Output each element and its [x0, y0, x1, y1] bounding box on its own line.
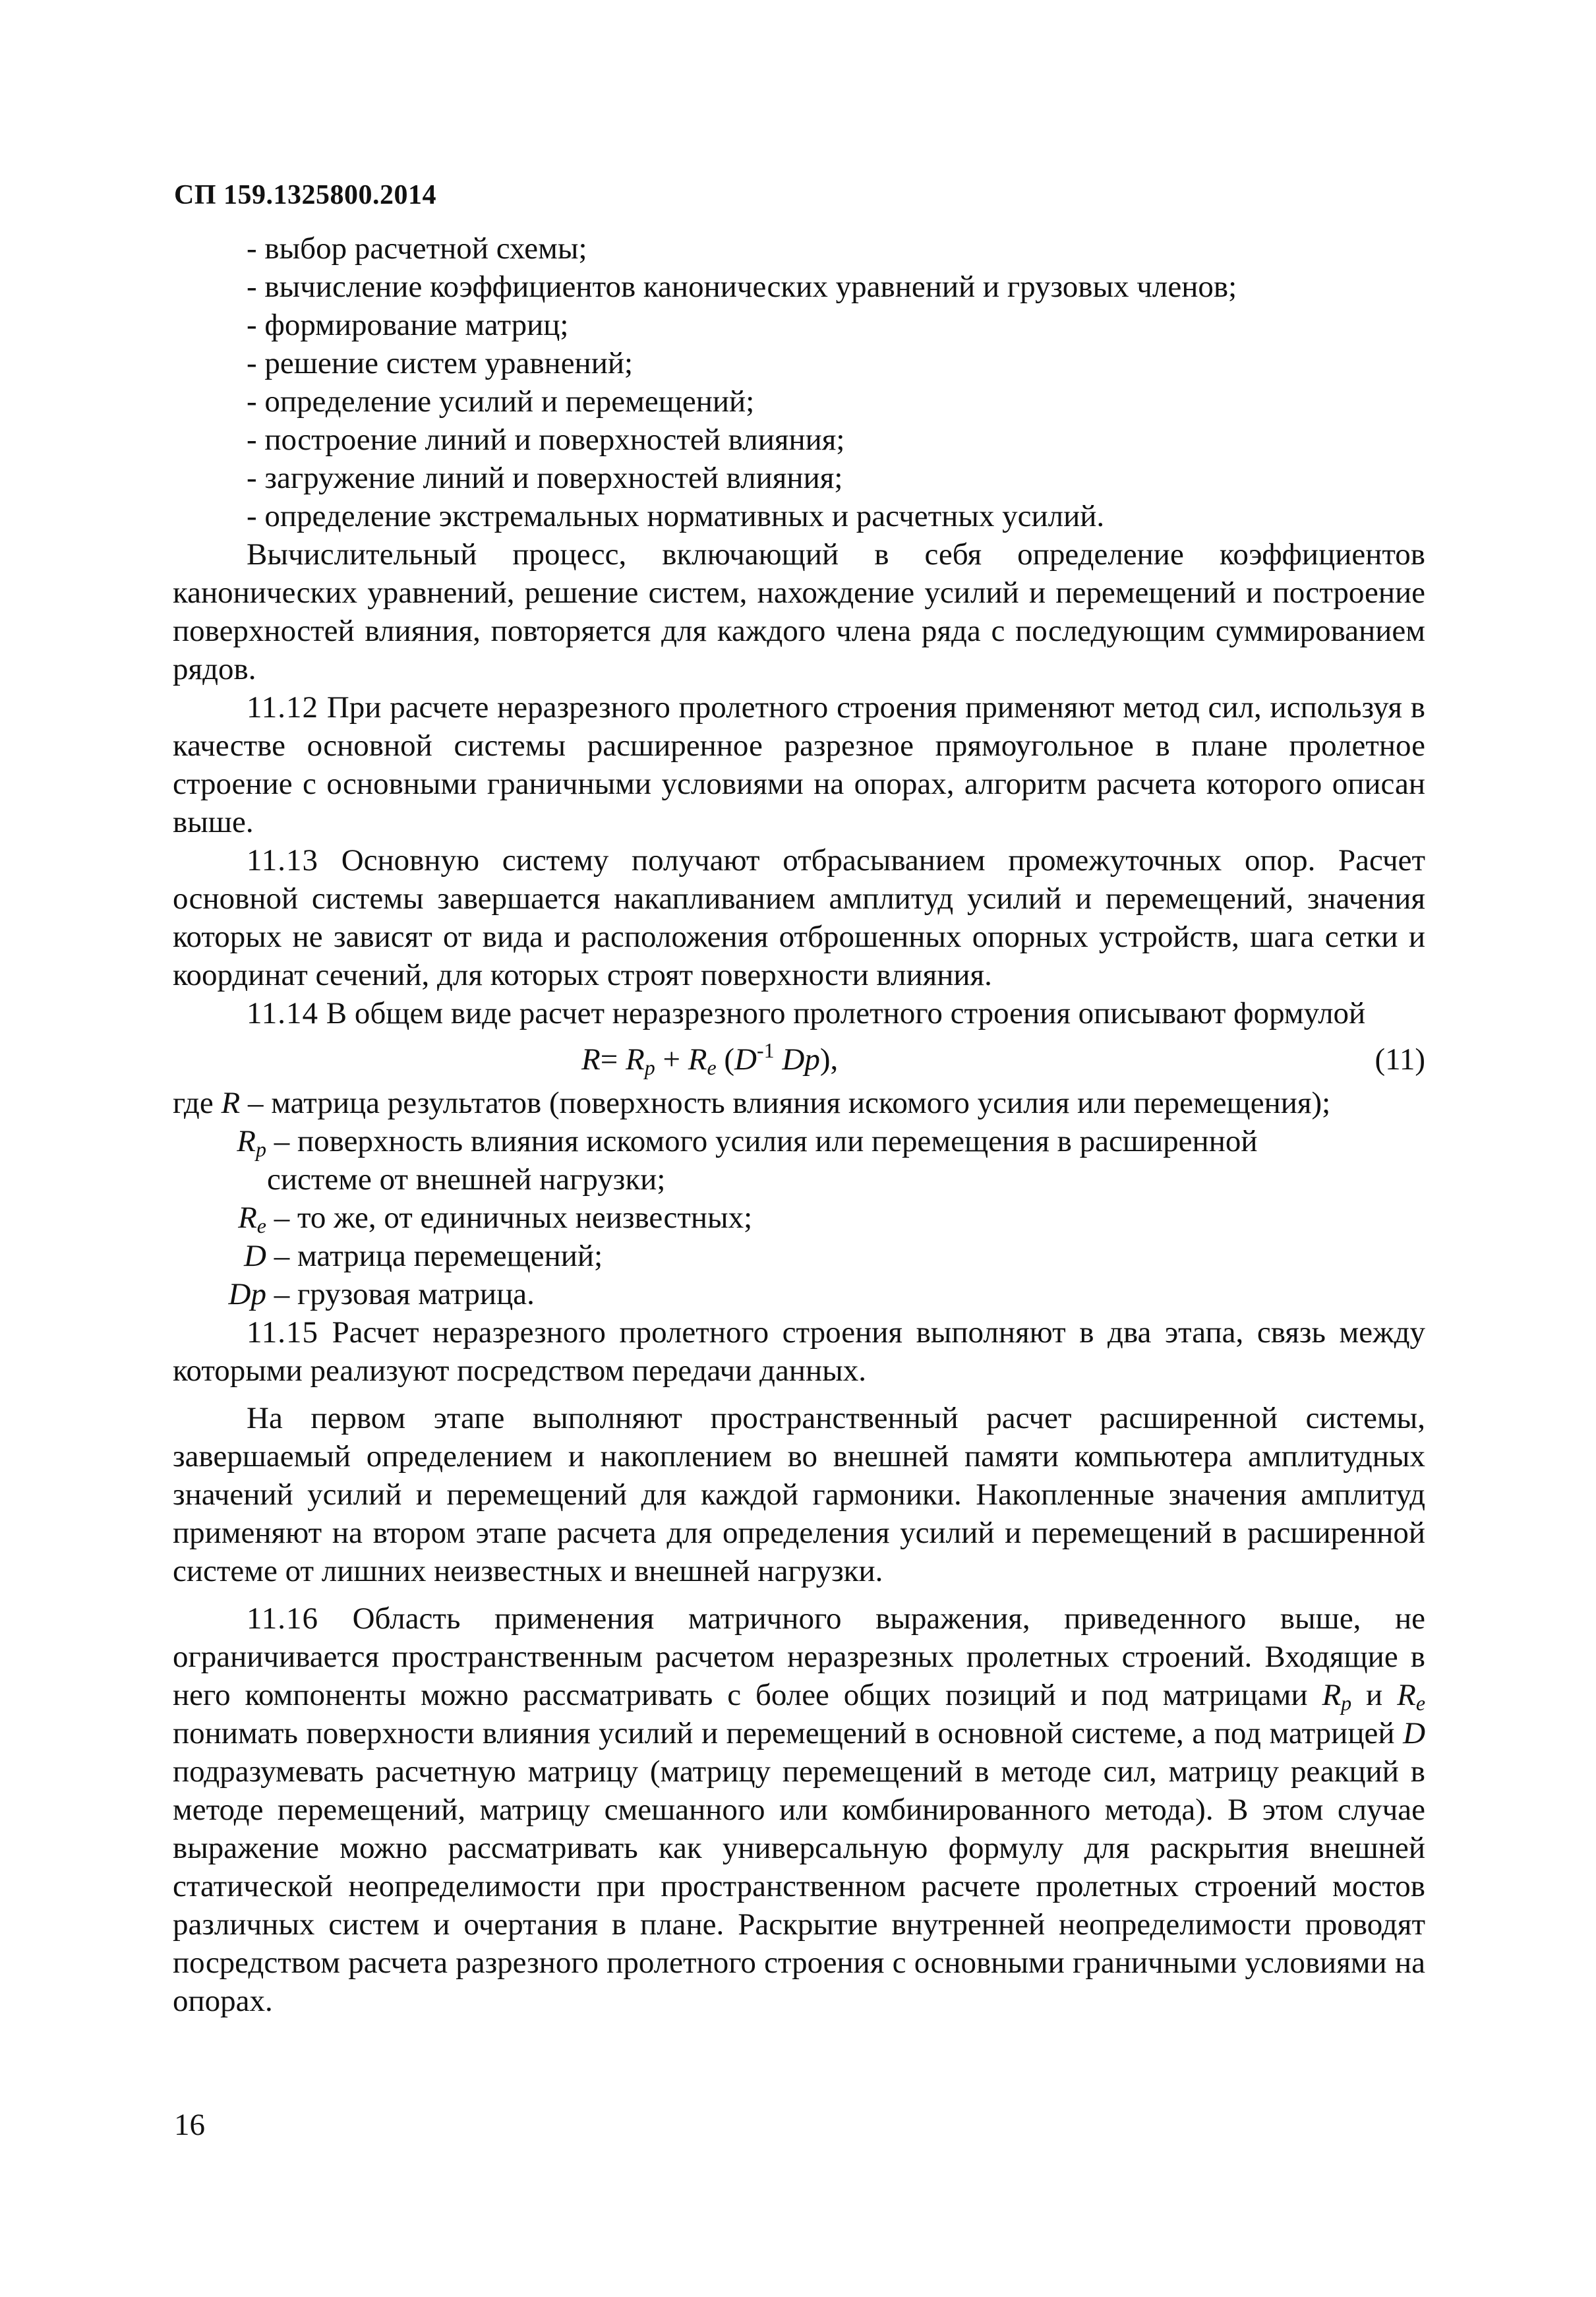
- clause-text-and: и: [1366, 1678, 1383, 1712]
- def-Re-text: то же, от единичных неизвестных;: [297, 1201, 753, 1235]
- list-item: - выбор расчетной схемы;: [247, 231, 587, 266]
- def-Dp-text: грузовая матрица.: [297, 1277, 535, 1311]
- list-item: - решение систем уравнений;: [247, 346, 634, 380]
- clause-text: В общем виде расчет неразрезного пролетного строения описывают формулой: [326, 996, 1366, 1030]
- def-D: D – матрица перемещений;: [244, 1239, 603, 1273]
- clause-number: 11.14: [247, 996, 319, 1030]
- def-Re: $R_e$ – то же, от единичных неизвестных;: [238, 1201, 753, 1238]
- symbol-definitions: [173, 1122, 1425, 1313]
- list-item: - определение экстремальных нормативных и расчетных усилий.: [247, 499, 1105, 533]
- page-number: 16: [174, 2108, 205, 2142]
- where-line: где R – матрица результатов (поверхность влияния искомого усилия или перемещения);: [173, 1086, 1331, 1120]
- def-Rp-cont: системе от внешней нагрузки;: [267, 1162, 666, 1197]
- clause-text-c: подразумевать расчетную матрицу (матрицу перемещений в методе сил, матрицу реакций в методе перемещений, матрицу смешанного или комбинированного метода). В этом случае выражение можно рассматривать как универсальную формулу для раскрытия внешней статической неопределимости при пространственном расчете пролетных строений мостов различных систем и очертания в плане. Раскрытие внутренней неопределимости проводят посредством расчета разрезного пролетного строения с основными граничными условиями на опорах.: [173, 1754, 1425, 2018]
- equation-number: (11): [1374, 1042, 1425, 1077]
- clause-number: 11.12: [247, 690, 319, 725]
- clause-number: 11.15: [247, 1315, 319, 1350]
- clause-text-b: понимать поверхности влияния усилий и перемещений в основной системе, а под матрицей: [173, 1716, 1395, 1750]
- formula-11: $R= R_p + R_e$ ($D^{-1}$ Dp),: [581, 1038, 839, 1079]
- list-item: - загружение линий и поверхностей влияния;: [247, 461, 843, 495]
- clause-text: При расчете неразрезного пролетного строения применяют метод сил, используя в качестве основной системы расширенное разрезное прямоугольное в плане пролетное строение с основными граничными условиями на опорах, алгоритм расчета которого описан выше.: [173, 690, 1426, 839]
- clause-11-15: [173, 1313, 1425, 1390]
- list-item: - вычисление коэффициентов канонических уравнений и грузовых членов;: [247, 270, 1237, 304]
- list-item: - формирование матриц;: [247, 308, 569, 342]
- paragraph-process: Вычислительный процесс, включающий в себя определение коэффициентов канонических уравнений, решение систем, нахождение усилий и перемещений и построение поверхностей влияния, повторяется для каждого члена ряда с последующим суммированием рядов.: [173, 537, 1425, 686]
- def-D-text: матрица перемещений;: [297, 1239, 603, 1273]
- clause-text: Расчет неразрезного пролетного строения выполняют в два этапа, связь между которыми реализуют посредством передачи данных.: [173, 1315, 1425, 1388]
- clause-11-13: [173, 841, 1425, 994]
- def-Rp: $R_p$ – поверхность влияния искомого усилия или перемещения в расширенной: [237, 1124, 1258, 1161]
- clause-text-a: Область применения матричного выражения, приведенного выше, не ограничивается пространственным расчетом неразрезных пролетных строений. Входящие в него компоненты можно рассматривать с более общих позиций и под матрицами: [173, 1601, 1425, 1712]
- clause-11-14: [173, 994, 1425, 1032]
- where-intro: где: [173, 1086, 214, 1120]
- clause-number: 11.16: [247, 1601, 319, 1636]
- def-Rp-text: поверхность влияния искомого усилия или перемещения в расширенной: [297, 1124, 1258, 1158]
- list-item: - построение линий и поверхностей влияния;: [247, 423, 845, 457]
- formula-row: [173, 1038, 1425, 1084]
- clause-11-16: 11.16 Область применения матричного выражения, приведенного выше, не ограничивается пространственным расчетом неразрезных пролетных строений. Входящие в него компоненты можно рассматривать с более общих позиций и под матрицами $R_p$ и $R_e$ понимать поверхности влияния усилий и перемещений в основной системе, а под матрицей D подразумевать расчетную матрицу (матрицу перемещений в методе сил, матрицу реакций в методе перемещений, матрицу смешанного или комбинированного метода). В этом случае выражение можно рассматривать как универсальную формулу для раскрытия внешней статической неопределимости при пространственном расчете пролетных строений мостов различных систем и очертания в плане. Раскрытие внутренней неопределимости проводят посредством расчета разрезного пролетного строения с основными граничными условиями на опорах.: [173, 1601, 1426, 2018]
- list-item: - определение усилий и перемещений;: [247, 384, 755, 419]
- standard-code-header: СП 159.1325800.2014: [174, 180, 436, 210]
- clause-text: Основную систему получают отбрасыванием промежуточных опор. Расчет основной системы завершается накапливанием амплитуд усилий и перемещений, значения которых не зависят от вида и расположения отброшенных опорных устройств, шага сетки и координат сечений, для которых строят поверхности влияния.: [173, 843, 1425, 992]
- def-Dp: Dp – грузовая матрица.: [228, 1277, 535, 1311]
- clause-11-15-paragraph-2: На первом этапе выполняют пространственный расчет расширенной системы, завершаемый определением и накоплением во внешней памяти компьютера амплитудных значений усилий и перемещений для каждой гармоники. Накопленные значения амплитуд применяют на втором этапе расчета для определения усилий и перемещений в расширенной системе от лишних неизвестных и внешней нагрузки.: [173, 1401, 1425, 1588]
- def-R: матрица результатов (поверхность влияния искомого усилия или перемещения);: [271, 1086, 1331, 1120]
- clause-11-12: [173, 688, 1425, 841]
- document-body: [173, 229, 1425, 2020]
- clause-number: 11.13: [247, 843, 319, 878]
- calculation-steps-list: [173, 229, 1425, 535]
